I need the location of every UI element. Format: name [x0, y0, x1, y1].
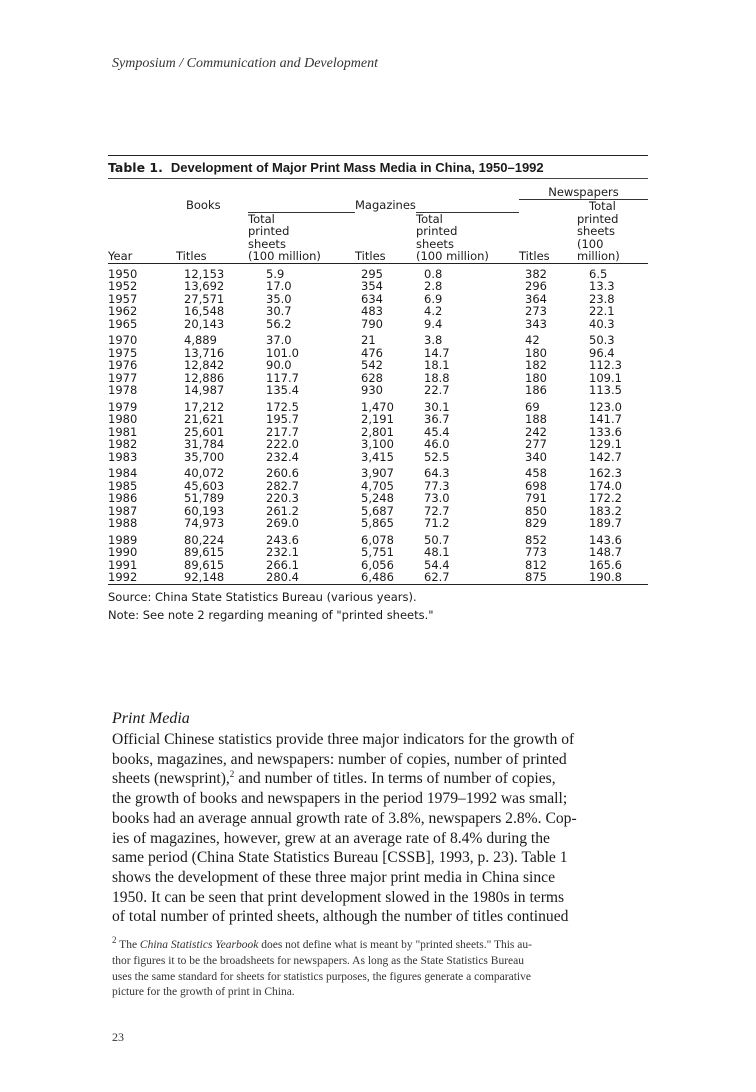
- cell-books-sheets: 217.7: [266, 424, 299, 439]
- cell-year: 1987: [108, 503, 138, 518]
- books-sheets-h1: printed: [248, 224, 290, 238]
- data-table: [108, 179, 648, 585]
- cell-year: 1990: [108, 545, 138, 559]
- table-note: Note: See note 2 regarding meaning of "printed sheets.": [108, 607, 434, 622]
- body-line: books, magazines, and newspapers: number of copies, number of printed: [112, 750, 567, 768]
- cell-mag-sheets: 54.4: [424, 557, 450, 572]
- cell-news-titles: 340: [525, 449, 547, 464]
- cell-mag-sheets: 18.8: [424, 370, 450, 385]
- cell-mag-titles: 3,415: [361, 449, 394, 464]
- cell-year: 1992: [108, 571, 176, 584]
- body-line-part: and number of titles. In terms of number of copies,: [234, 770, 556, 788]
- table-row: [108, 305, 648, 318]
- cell-books-sheets: 232.1: [266, 545, 299, 559]
- cell-books-sheets: 5.9: [266, 266, 285, 281]
- body-line: the growth of books and newspapers in the period 1979–1992 was small;: [112, 790, 568, 808]
- books-sheets-h3: (100 million): [248, 250, 355, 263]
- cell-books-sheets: 261.2: [266, 503, 299, 518]
- cell-news-titles: 458: [525, 466, 547, 480]
- group-header-books: [176, 199, 355, 212]
- cell-books-sheets: 117.7: [266, 370, 299, 385]
- page-number: 23: [112, 1030, 124, 1044]
- cell-year: 1981: [108, 424, 138, 439]
- table-row: [108, 451, 648, 464]
- body-line: same period (China State Statistics Bureau [CSSB], 1993, p. 23). Table 1: [112, 849, 568, 867]
- cell-year: 1989: [108, 532, 138, 547]
- cell-mag-sheets: 4.2: [424, 304, 443, 318]
- table-row: [108, 413, 648, 426]
- books-sheets-h0: Total: [248, 212, 355, 225]
- cell-year: 1985: [108, 478, 138, 493]
- footnote-line: [112, 935, 652, 954]
- cell-year: 1952: [108, 279, 138, 293]
- cell-books-sheets: 56.2: [266, 316, 292, 331]
- footnote-part: The: [116, 939, 140, 951]
- cell-news-titles: 186: [525, 383, 547, 397]
- col-header-books-titles: Titles: [176, 250, 248, 263]
- cell-mag-sheets: 14.7: [424, 345, 450, 360]
- cell-mag-titles: 5,687: [361, 503, 394, 518]
- cell-books-sheets: 17.0: [266, 279, 292, 293]
- cell-mag-sheets: 3.8: [424, 333, 443, 347]
- cell-news-sheets: 22.1: [589, 304, 615, 318]
- col-header-mag-titles: Titles: [355, 250, 416, 263]
- cell-news-titles: 382: [525, 266, 547, 281]
- body-line: of total number of printed sheets, although the number of titles continued: [112, 908, 569, 926]
- cell-year: 1950: [108, 266, 138, 281]
- cell-news-sheets: 165.6: [589, 557, 622, 572]
- cell-books-titles: 20,143: [184, 316, 225, 331]
- table-caption: [108, 156, 648, 178]
- news-sheets-h2: sheets: [577, 224, 615, 238]
- cell-news-sheets: 141.7: [589, 412, 622, 426]
- cell-mag-titles: 3,907: [361, 466, 394, 480]
- cell-books-titles: 13,716: [184, 345, 225, 360]
- cell-mag-titles: 628: [361, 370, 383, 385]
- footnote-line: picture for the growth of print in China.: [112, 986, 295, 999]
- running-header: Symposium / Communication and Development: [112, 56, 378, 71]
- books-label: Books: [186, 198, 221, 212]
- table-row: [108, 517, 648, 530]
- cell-mag-sheets: 73.0: [424, 491, 450, 505]
- cell-news-sheets: 143.6: [589, 532, 622, 547]
- cell-news-titles: 69: [525, 399, 540, 414]
- table-body: [108, 263, 648, 584]
- cell-news-sheets: 96.4: [589, 345, 615, 360]
- cell-news-sheets: 129.1: [589, 437, 622, 451]
- cell-year: 1983: [108, 449, 138, 464]
- cell-books-sheets: 30.7: [266, 304, 292, 318]
- cell-books-titles: 13,692: [184, 279, 225, 293]
- cell-books-titles: 21,621: [184, 412, 225, 426]
- cell-mag-sheets: 6.9: [424, 291, 443, 306]
- table-row: [108, 384, 648, 397]
- table-row: [108, 438, 648, 451]
- col-header-year: Year: [108, 250, 176, 263]
- cell-books-sheets: 101.0: [266, 345, 299, 360]
- cell-mag-sheets: 46.0: [424, 437, 450, 451]
- table-row: [108, 571, 648, 584]
- group-header-newspapers: Newspapers: [519, 179, 648, 199]
- cell-mag-titles: 3,100: [361, 437, 394, 451]
- cell-mag-titles: 483: [361, 304, 383, 318]
- cell-mag-titles: 354: [361, 279, 383, 293]
- cell-books-sheets: 195.7: [266, 412, 299, 426]
- cell-books-sheets: 35.0: [266, 291, 292, 306]
- cell-year: 1976: [108, 358, 138, 372]
- cell-books-sheets: 172.5: [266, 399, 299, 414]
- cell-news-titles: 698: [525, 478, 547, 493]
- cell-books-sheets: 243.6: [266, 532, 299, 547]
- cell-news-titles: 296: [525, 279, 547, 293]
- cell-news-titles: 277: [525, 437, 547, 451]
- table-source: Source: China State Statistics Bureau (various years).: [108, 589, 417, 604]
- cell-books-titles: 89,615: [184, 545, 225, 559]
- cell-news-sheets: 123.0: [589, 399, 622, 414]
- cell-mag-sheets: 52.5: [424, 449, 450, 464]
- footnote-ref: 2: [229, 769, 235, 780]
- cell-mag-titles: 295: [361, 266, 383, 281]
- cell-news-sheets: 40.3: [589, 316, 615, 331]
- news-sheets-h3: (100: [577, 236, 604, 251]
- footnote-marker: 2: [112, 935, 117, 946]
- cell-mag-titles: 5,865: [361, 516, 394, 530]
- cell-books-titles: 31,784: [184, 437, 225, 451]
- cell-news-sheets: 6.5: [589, 266, 608, 281]
- cell-news-titles: 343: [525, 316, 547, 331]
- cell-mag-titles: 790: [361, 316, 383, 331]
- table-title: Development of Major Print Mass Media in China, 1950–1992: [170, 160, 544, 175]
- cell-books-titles: 12,886: [184, 370, 225, 385]
- table-row: [108, 463, 648, 480]
- cell-news-titles: 180: [525, 345, 547, 360]
- cell-mag-titles: 6,078: [361, 532, 394, 547]
- cell-mag-sheets: 30.1: [424, 399, 450, 414]
- cell-books-titles: 12,842: [184, 358, 225, 372]
- cell-year: 1962: [108, 304, 138, 318]
- body-line: 1950. It can be seen that print development slowed in the 1980s in terms: [112, 888, 565, 906]
- table-label: Table 1.: [108, 160, 163, 175]
- body-paragraph: [112, 730, 652, 927]
- cell-mag-sheets: 9.4: [424, 316, 443, 331]
- cell-mag-titles: 2,801: [361, 424, 394, 439]
- cell-news-titles: 875: [519, 571, 577, 584]
- cell-mag-titles: 4,705: [361, 478, 394, 493]
- cell-news-titles: 850: [525, 503, 547, 518]
- mag-sheets-h3: (100 million): [416, 250, 519, 263]
- cell-books-titles: 51,789: [184, 491, 225, 505]
- cell-news-titles: 188: [525, 412, 547, 426]
- body-line-part: sheets (newsprint),: [112, 770, 230, 788]
- cell-mag-sheets: 50.7: [424, 532, 450, 547]
- cell-books-titles: 35,700: [184, 449, 225, 464]
- cell-year: 1979: [108, 399, 138, 414]
- table-row: [108, 359, 648, 372]
- cell-mag-titles: 542: [361, 358, 383, 372]
- cell-news-titles: 242: [525, 424, 547, 439]
- body-line: [112, 769, 652, 789]
- cell-books-titles: 89,615: [184, 557, 225, 572]
- cell-books-titles: 45,603: [184, 478, 225, 493]
- body-line: ies of magazines, however, grew at an average rate of 8.4% during the: [112, 829, 550, 847]
- cell-books-titles: 74,973: [184, 516, 225, 530]
- cell-year: 1988: [108, 516, 138, 530]
- cell-mag-titles: 21: [361, 333, 376, 347]
- cell-news-titles: 364: [525, 291, 547, 306]
- cell-mag-sheets: 72.7: [424, 503, 450, 518]
- table-row: [108, 530, 648, 547]
- cell-year: 1984: [108, 466, 138, 480]
- col-header-news-titles: Titles: [519, 250, 577, 263]
- cell-news-titles: 829: [525, 516, 547, 530]
- cell-year: 1991: [108, 557, 138, 572]
- cell-year: 1986: [108, 491, 138, 505]
- table-row: [108, 318, 648, 331]
- cell-year: 1978: [108, 383, 138, 397]
- cell-books-titles: 92,148: [176, 571, 248, 584]
- cell-mag-sheets: 71.2: [424, 516, 450, 530]
- cell-books-titles: 12,153: [184, 266, 225, 281]
- cell-books-sheets: 90.0: [266, 358, 292, 372]
- table-notes: [108, 588, 648, 624]
- cell-news-sheets: 133.6: [589, 424, 622, 439]
- cell-news-sheets: 162.3: [589, 466, 622, 480]
- cell-books-sheets: 222.0: [266, 437, 299, 451]
- cell-news-sheets: 50.3: [589, 333, 615, 347]
- mag-sheets-h1: printed: [416, 224, 458, 238]
- cell-books-titles: 16,548: [184, 304, 225, 318]
- cell-year: 1970: [108, 333, 138, 347]
- cell-books-titles: 14,987: [184, 383, 225, 397]
- body-line: Official Chinese statistics provide three major indicators for the growth of: [112, 731, 575, 748]
- news-sheets-h1: printed: [577, 211, 619, 226]
- mag-sheets-h2: sheets: [416, 236, 454, 251]
- cell-books-titles: 60,193: [184, 503, 225, 518]
- cell-mag-sheets: 36.7: [424, 412, 450, 426]
- cell-books-sheets: 269.0: [266, 516, 299, 530]
- cell-year: 1957: [108, 291, 138, 306]
- table-row: [108, 492, 648, 505]
- cell-mag-titles: 476: [361, 345, 383, 360]
- cell-news-sheets: 183.2: [589, 503, 622, 518]
- cell-books-titles: 17,212: [184, 399, 225, 414]
- group-header-magazines: [355, 199, 519, 212]
- footnote-line: thor figures it to be the broadsheets for newspapers. As long as the State Statistics Bureau: [112, 954, 524, 967]
- cell-books-sheets: 135.4: [266, 383, 299, 397]
- cell-news-sheets: 23.8: [589, 291, 615, 306]
- footnote-part: does not define what is meant by "printed sheets." This au-: [258, 939, 532, 951]
- cell-year: 1980: [108, 412, 138, 426]
- cell-year: 1982: [108, 437, 138, 451]
- cell-mag-sheets: 22.7: [424, 383, 450, 397]
- footnote-line: uses the same standard for sheets for statistics purposes, the figures generate a comparative: [112, 970, 531, 983]
- cell-books-titles: 80,224: [184, 532, 225, 547]
- cell-news-sheets: 189.7: [589, 516, 622, 530]
- cell-news-sheets: 190.8: [577, 571, 648, 584]
- table-1: [108, 155, 648, 624]
- cell-news-titles: 773: [525, 545, 547, 559]
- cell-mag-sheets: 2.8: [424, 279, 443, 293]
- news-sheets-h0: Total: [589, 198, 616, 213]
- table-row: [108, 280, 648, 293]
- cell-books-titles: 25,601: [184, 424, 225, 439]
- news-sheets-h4: million): [577, 250, 648, 263]
- cell-mag-sheets: 64.3: [424, 466, 450, 480]
- cell-news-sheets: 109.1: [589, 370, 622, 385]
- cell-mag-titles: 5,751: [361, 545, 394, 559]
- cell-books-titles: 27,571: [184, 291, 225, 306]
- cell-books-sheets: 232.4: [266, 449, 299, 464]
- cell-news-sheets: 112.3: [589, 358, 622, 372]
- cell-news-sheets: 113.5: [589, 383, 622, 397]
- cell-mag-sheets: 62.7: [416, 571, 519, 584]
- cell-books-sheets: 260.6: [266, 466, 299, 480]
- section-title: Print Media: [112, 710, 190, 727]
- table-row: [108, 546, 648, 559]
- cell-mag-titles: 930: [361, 383, 383, 397]
- cell-mag-sheets: 77.3: [424, 478, 450, 493]
- cell-year: 1977: [108, 370, 138, 385]
- footnote: [112, 935, 652, 1001]
- cell-mag-titles: 1,470: [361, 399, 394, 414]
- cell-news-titles: 42: [525, 333, 540, 347]
- cell-mag-titles: 2,191: [361, 412, 394, 426]
- cell-news-sheets: 142.7: [589, 449, 622, 464]
- table-row: [108, 263, 648, 280]
- cell-books-sheets: 220.3: [266, 491, 299, 505]
- body-line: books had an average annual growth rate of 3.8%, newspapers 2.8%. Cop-: [112, 809, 577, 827]
- cell-news-sheets: 13.3: [589, 279, 615, 293]
- cell-books-sheets: 280.4: [248, 571, 355, 584]
- cell-year: 1975: [108, 345, 138, 360]
- cell-mag-sheets: 18.1: [424, 358, 450, 372]
- cell-books-sheets: 282.7: [266, 478, 299, 493]
- body-line: shows the development of these three major print media in China since: [112, 868, 556, 886]
- cell-news-titles: 852: [525, 532, 547, 547]
- cell-news-sheets: 172.2: [589, 491, 622, 505]
- cell-mag-sheets: 0.8: [424, 266, 443, 281]
- cell-news-titles: 182: [525, 358, 547, 372]
- cell-mag-sheets: 45.4: [424, 424, 450, 439]
- footnote-book-title: China Statistics Yearbook: [139, 939, 259, 951]
- table-row: [108, 397, 648, 414]
- books-sheets-h2: sheets: [248, 236, 286, 251]
- cell-books-sheets: 266.1: [266, 557, 299, 572]
- cell-news-sheets: 174.0: [589, 478, 622, 493]
- cell-books-titles: 4,889: [184, 333, 217, 347]
- cell-mag-sheets: 48.1: [424, 545, 450, 559]
- cell-mag-titles: 6,486: [355, 571, 416, 584]
- cell-books-titles: 40,072: [184, 466, 225, 480]
- cell-news-titles: 273: [525, 304, 547, 318]
- cell-books-sheets: 37.0: [266, 333, 292, 347]
- cell-mag-titles: 634: [361, 291, 383, 306]
- cell-year: 1965: [108, 316, 138, 331]
- cell-news-titles: 812: [525, 557, 547, 572]
- magazines-label: Magazines: [355, 198, 416, 212]
- cell-news-titles: 791: [525, 491, 547, 505]
- cell-mag-titles: 5,248: [361, 491, 394, 505]
- mag-sheets-h0: Total: [416, 212, 519, 225]
- cell-news-titles: 180: [525, 370, 547, 385]
- cell-news-sheets: 148.7: [589, 545, 622, 559]
- cell-mag-titles: 6,056: [361, 557, 394, 572]
- table-row: [108, 330, 648, 347]
